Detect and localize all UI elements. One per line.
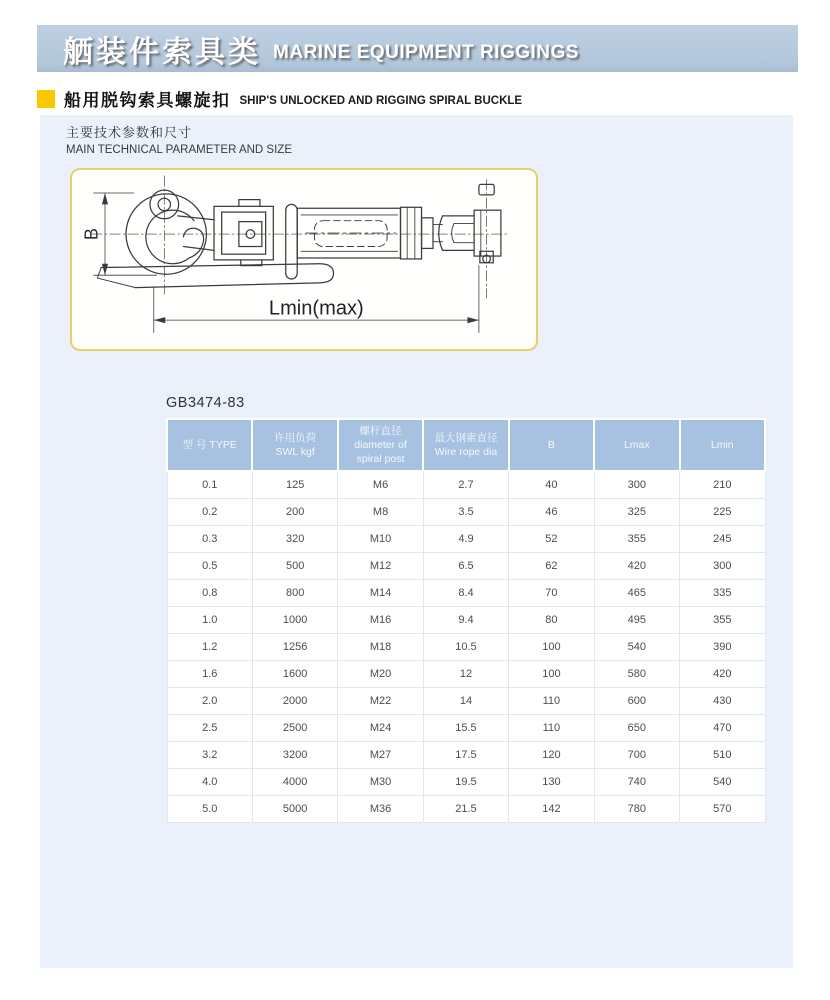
table-cell: 14 (423, 688, 508, 715)
table-cell: 580 (594, 661, 679, 688)
table-cell: 1256 (252, 634, 337, 661)
table-cell: 780 (594, 796, 679, 823)
table-cell: 120 (509, 742, 594, 769)
table-cell: 225 (680, 499, 765, 526)
table-cell: 0.2 (167, 499, 252, 526)
table-cell: 510 (680, 742, 765, 769)
column-header: 最大钢索直径 Wire rope dia (423, 419, 508, 471)
table-cell: 325 (594, 499, 679, 526)
table-cell: 600 (594, 688, 679, 715)
standard-code: GB3474-83 (166, 395, 245, 411)
table-cell: 335 (680, 580, 765, 607)
table-cell: M10 (338, 526, 423, 553)
table-row (167, 688, 765, 715)
table-cell: 420 (594, 553, 679, 580)
table-cell: 4000 (252, 769, 337, 796)
section-title-row (37, 86, 522, 111)
table-cell: 0.1 (167, 471, 252, 499)
table-cell: 110 (509, 688, 594, 715)
table-cell: 355 (594, 526, 679, 553)
table-cell: 10.5 (423, 634, 508, 661)
table-cell: 500 (252, 553, 337, 580)
table-cell: 19.5 (423, 769, 508, 796)
column-header: 许用负荷 SWL kgf (252, 419, 337, 471)
page-header-bar (37, 25, 798, 72)
table-row (167, 634, 765, 661)
table-cell: M27 (338, 742, 423, 769)
table-cell: 650 (594, 715, 679, 742)
table-cell: 21.5 (423, 796, 508, 823)
table-cell: 62 (509, 553, 594, 580)
table-row (167, 661, 765, 688)
yellow-square-bullet-icon (37, 90, 55, 108)
table-cell: 470 (680, 715, 765, 742)
table-cell: 800 (252, 580, 337, 607)
table-row (167, 553, 765, 580)
table-cell: 110 (509, 715, 594, 742)
table-row (167, 471, 765, 499)
table-cell: M22 (338, 688, 423, 715)
table-cell: 125 (252, 471, 337, 499)
table-cell: 6.5 (423, 553, 508, 580)
spec-table-head (167, 419, 765, 471)
table-cell: 17.5 (423, 742, 508, 769)
table-cell: 430 (680, 688, 765, 715)
table-cell: 465 (594, 580, 679, 607)
content-panel (40, 115, 793, 968)
table-cell: M36 (338, 796, 423, 823)
table-cell: 9.4 (423, 607, 508, 634)
table-row (167, 580, 765, 607)
table-cell: 2000 (252, 688, 337, 715)
table-row (167, 607, 765, 634)
table-cell: 540 (680, 769, 765, 796)
section-title-en: SHIP'S UNLOCKED AND RIGGING SPIRAL BUCKLE (239, 94, 523, 107)
intro-text (66, 122, 292, 156)
table-cell: 210 (680, 471, 765, 499)
table-cell: 2500 (252, 715, 337, 742)
table-row (167, 526, 765, 553)
table-cell: 0.8 (167, 580, 252, 607)
table-cell: 1.2 (167, 634, 252, 661)
table-row (167, 715, 765, 742)
column-header: Lmin (680, 419, 765, 471)
dimension-label-b: B (81, 228, 102, 241)
table-cell: M30 (338, 769, 423, 796)
table-cell: 52 (509, 526, 594, 553)
page-title-zh: 舾装件索具类 (63, 35, 261, 69)
table-row (167, 742, 765, 769)
table-cell: M6 (338, 471, 423, 499)
spiral-buckle-drawing (72, 170, 532, 345)
table-cell: 80 (509, 607, 594, 634)
table-cell: M14 (338, 580, 423, 607)
table-cell: 70 (509, 580, 594, 607)
table-cell: 0.3 (167, 526, 252, 553)
table-row (167, 499, 765, 526)
table-cell: M16 (338, 607, 423, 634)
spec-table-body (167, 471, 765, 823)
table-cell: 420 (680, 661, 765, 688)
table-cell: 495 (594, 607, 679, 634)
column-header: B (509, 419, 594, 471)
header-row (167, 419, 765, 471)
table-cell: 355 (680, 607, 765, 634)
dimension-label-lmin-max: Lmin(max) (268, 297, 364, 320)
table-cell: 1.6 (167, 661, 252, 688)
table-cell: 320 (252, 526, 337, 553)
table-cell: 46 (509, 499, 594, 526)
table-row (167, 796, 765, 823)
table-cell: 40 (509, 471, 594, 499)
table-cell: 5000 (252, 796, 337, 823)
table-cell: 3.5 (423, 499, 508, 526)
table-cell: 390 (680, 634, 765, 661)
table-cell: 3.2 (167, 742, 252, 769)
table-cell: 740 (594, 769, 679, 796)
table-cell: 570 (680, 796, 765, 823)
table-cell: 12 (423, 661, 508, 688)
table-cell: 700 (594, 742, 679, 769)
page-title-en: MARINE EQUIPMENT RIGGINGS (273, 42, 579, 63)
table-cell: 100 (509, 661, 594, 688)
column-header: 型 号 TYPE (167, 419, 252, 471)
table-cell: 300 (594, 471, 679, 499)
table-cell: M12 (338, 553, 423, 580)
table-cell: 2.5 (167, 715, 252, 742)
table-cell: 200 (252, 499, 337, 526)
table-cell: 5.0 (167, 796, 252, 823)
table-cell: M8 (338, 499, 423, 526)
column-header: 螺杆直径 diameter of spiral post (338, 419, 423, 471)
table-cell: 142 (509, 796, 594, 823)
table-cell: M20 (338, 661, 423, 688)
table-cell: M18 (338, 634, 423, 661)
table-cell: 1.0 (167, 607, 252, 634)
table-cell: 15.5 (423, 715, 508, 742)
table-cell: 0.5 (167, 553, 252, 580)
table-cell: 1000 (252, 607, 337, 634)
technical-drawing-box (70, 168, 538, 351)
spec-table (166, 418, 766, 823)
table-cell: 3200 (252, 742, 337, 769)
section-title-zh: 船用脱钩索具螺旋扣 (64, 91, 231, 110)
table-cell: 540 (594, 634, 679, 661)
table-cell: 2.0 (167, 688, 252, 715)
table-cell: 4.9 (423, 526, 508, 553)
table-cell: 300 (680, 553, 765, 580)
intro-line-zh: 主要技术参数和尺寸 (66, 125, 193, 140)
table-cell: 4.0 (167, 769, 252, 796)
table-row (167, 769, 765, 796)
table-cell: 8.4 (423, 580, 508, 607)
table-cell: 1600 (252, 661, 337, 688)
table-cell: 130 (509, 769, 594, 796)
intro-line-en: MAIN TECHNICAL PARAMETER AND SIZE (66, 144, 292, 156)
column-header: Lmax (594, 419, 679, 471)
table-cell: 245 (680, 526, 765, 553)
table-cell: 100 (509, 634, 594, 661)
table-cell: 2.7 (423, 471, 508, 499)
table-cell: M24 (338, 715, 423, 742)
